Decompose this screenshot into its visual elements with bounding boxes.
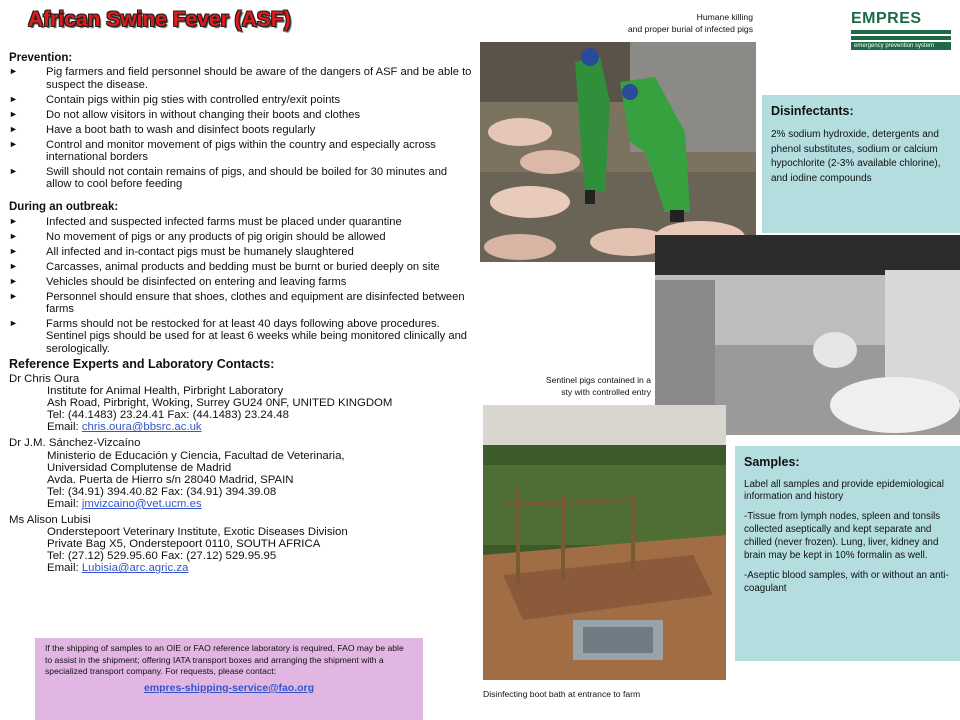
left-column [9, 52, 474, 578]
arrow-bullet-icon: ► [9, 108, 18, 119]
caption-humane-killing: Humane killing and proper burial of infected pigs [627, 12, 753, 34]
list-item: ► Do not allow visitors in without changing their boots and clothes [9, 108, 361, 121]
contact-name: Ms Alison Lubisi [9, 513, 91, 526]
outbreak-list [9, 216, 474, 355]
caption-boot-bath: Disinfecting boot bath at entrance to farm [483, 689, 641, 699]
logo-text: EMPRES [851, 10, 922, 27]
list-item: ► Vehicles should be disinfected on entering and leaving farms [9, 276, 347, 289]
list-item: ► All infected and in-contact pigs must be humanely slaughtered [9, 245, 354, 258]
samples-paragraph: -Tissue from lymph nodes, spleen and tonsils collected aseptically and kept separate and chilled (never frozen). Lung, liver, kidney and brain may be kept in 10% formalin as well. [744, 511, 941, 562]
list-item: ► Contain pigs within pig sties with controlled entry/exit points [9, 93, 341, 106]
list-item: ► Farms should not be restocked for at least 40 days following above procedures. Sentinel pigs should be used for at least 6 weeks while being monitored clinically and serologically. [9, 318, 468, 355]
arrow-bullet-icon: ► [9, 230, 18, 241]
photo-humane-killing [480, 42, 756, 262]
page-title: African Swine Fever (ASF) [28, 8, 291, 31]
contact-sanchez-vizcaino: Dr J.M. Sánchez-Vizcaíno Ministerio de Educación y Ciencia, Facultad de Veterinaria, Universidad Complutense de Madrid Avda. Puerta de Hierro s/n 28040 Madrid, SPAIN Tel: (34.91) 394.40.82 Fax: (34.91) 394.39.08 Email: jmvizcaino@vet.ucm.es [9, 437, 474, 509]
list-item: ► Swill should not contain remains of pigs, and should be boiled for 30 minutes and allow to cool before feeding [9, 166, 448, 191]
arrow-bullet-icon: ► [9, 245, 18, 256]
list-item: ► Pig farmers and field personnel should be aware of the dangers of ASF and be able to suspect the disease. [9, 66, 472, 91]
samples-heading: Samples: [744, 455, 800, 469]
list-item: ► Control and monitor movement of pigs within the country and especially across international borders [9, 138, 436, 163]
empres-logo [851, 10, 951, 62]
arrow-bullet-icon: ► [9, 215, 18, 226]
prevention-list [9, 66, 474, 190]
prevention-heading: Prevention: [9, 52, 73, 64]
contact-lubisi: Ms Alison Lubisi Onderstepoort Veterinary Institute, Exotic Diseases Division Private Bag X5, Onderstepoort 0110, SOUTH AFRICA Tel: (27.12) 529.95.60 Fax: (27.12) 529.95.95 Email: Lubisia@arc.agric.za [9, 514, 474, 574]
disinfectants-heading: Disinfectants: [771, 104, 854, 118]
list-item: ► Infected and suspected infected farms must be placed under quarantine [9, 215, 402, 228]
list-item: ► Personnel should ensure that shoes, clothes and equipment are disinfected between farms [9, 291, 465, 316]
references-heading: Reference Experts and Laboratory Contacts: [9, 356, 275, 371]
shipping-text: If the shipping of samples to an OIE or FAO reference laboratory is required, FAO may be able to assist in the shipment; offering IATA transport boxes and arranging the shipment with a specialized transport company. For requests, please contact: [45, 643, 404, 677]
disinfectants-box [762, 95, 960, 233]
email-link[interactable]: jmvizcaino@vet.ucm.es [81, 497, 202, 510]
shipping-info-box [35, 638, 423, 720]
email-link[interactable]: chris.oura@bbsrc.ac.uk [81, 421, 202, 434]
list-item: ► Have a boot bath to wash and disinfect boots regularly [9, 123, 316, 136]
photo-boot-bath [483, 405, 726, 680]
arrow-bullet-icon: ► [9, 291, 18, 302]
logo-tagline: emergency prevention system [851, 42, 951, 50]
arrow-bullet-icon: ► [9, 123, 18, 134]
caption-sentinel-pigs: Sentinel pigs contained in a sty with controlled entry [545, 375, 651, 397]
email-link[interactable]: Lubisia@arc.agric.za [81, 562, 189, 575]
contact-oura: Dr Chris Oura Institute for Animal Health, Pirbright Laboratory Ash Road, Pirbright, Woking, Surrey GU24 0NF, UNITED KINGDOM Tel: (44.1483) 23.24.41 Fax: (44.1483) 23.24.48 Email: chris.oura@bbsrc.ac.uk [9, 373, 474, 433]
arrow-bullet-icon: ► [9, 166, 18, 177]
arrow-bullet-icon: ► [9, 260, 18, 271]
shipping-email-link[interactable]: empres-shipping-service@fao.org [143, 681, 315, 694]
arrow-bullet-icon: ► [9, 93, 18, 104]
contact-name: Dr J.M. Sánchez-Vizcaíno [9, 437, 141, 450]
samples-box [735, 446, 960, 661]
samples-paragraph: Label all samples and provide epidemiological information and history [744, 478, 944, 503]
arrow-bullet-icon: ► [9, 66, 18, 77]
arrow-bullet-icon: ► [9, 138, 18, 149]
arrow-bullet-icon: ► [9, 276, 18, 287]
outbreak-heading: During an outbreak: [9, 201, 119, 214]
arrow-bullet-icon: ► [9, 318, 18, 329]
disinfectants-text: 2% sodium hydroxide, detergents and phenol substitutes, sodium or calcium hypochlorite (2-3% available chlorine), and iodine compounds [771, 129, 941, 184]
list-item: ► No movement of pigs or any products of pig origin should be allowed [9, 230, 386, 243]
list-item: ► Carcasses, animal products and bedding must be burnt or buried deeply on site [9, 260, 440, 273]
contact-name: Dr Chris Oura [9, 373, 80, 386]
samples-paragraph: -Aseptic blood samples, with or without an anti-coagulant [744, 570, 949, 594]
